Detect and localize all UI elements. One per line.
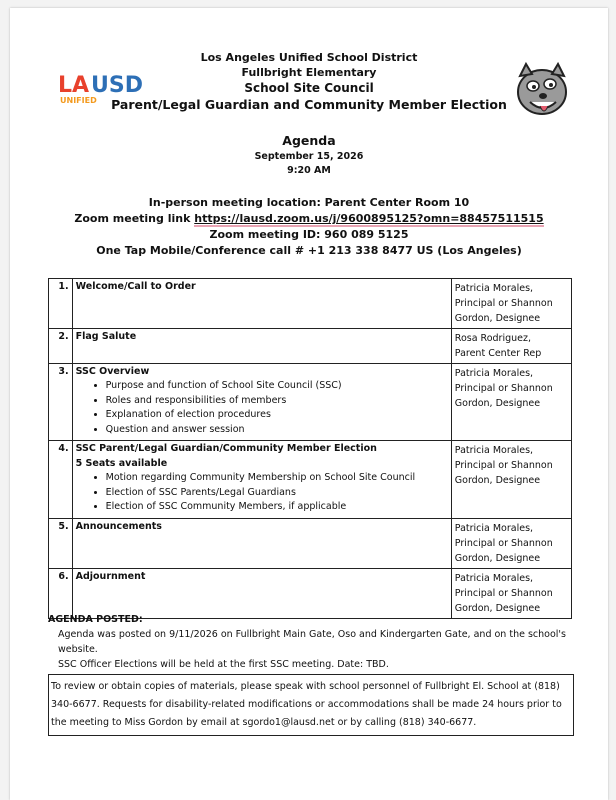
agenda-item-title: Welcome/Call to Order bbox=[75, 281, 196, 292]
district-name: Los Angeles Unified School District bbox=[200, 51, 418, 64]
presenter-line: Rosa Rodriguez, bbox=[454, 333, 532, 344]
agenda-item-title: Flag Salute bbox=[75, 331, 137, 342]
agenda-item-presenter bbox=[451, 518, 571, 568]
agenda-item-number: 5. bbox=[49, 518, 73, 568]
school-name: Fullbright Elementary bbox=[241, 66, 377, 79]
presenter-line: Patricia Morales, bbox=[454, 522, 534, 534]
zoom-link-label: Zoom meeting link bbox=[74, 212, 195, 225]
agenda-row bbox=[49, 279, 572, 329]
agenda-item-title: Adjournment bbox=[75, 570, 146, 582]
svg-text:USD: USD bbox=[91, 73, 143, 98]
presenter-line: Patricia Morales, bbox=[454, 572, 534, 584]
agenda-item-presenter bbox=[451, 441, 571, 519]
presenter-line: Patricia Morales, bbox=[454, 368, 534, 379]
bullet-item: • Question and answer session bbox=[106, 423, 448, 438]
svg-text:UNIFIED: UNIFIED bbox=[60, 96, 97, 105]
agenda-row bbox=[49, 568, 572, 618]
council-name: School Site Council bbox=[244, 81, 374, 95]
presenter-line: Patricia Morales, bbox=[454, 283, 534, 294]
presenter-line: Gordon, Designee bbox=[454, 602, 541, 614]
meeting-location: In-person meeting location: Parent Center Room 10 bbox=[148, 196, 470, 209]
agenda-item-subtitle: 5 Seats available bbox=[75, 458, 168, 469]
presenter-line: Parent Center Rep bbox=[454, 348, 542, 359]
election-title: Parent/Legal Guardian and Community Member Election bbox=[111, 97, 507, 112]
presenter-line: Principal or Shannon bbox=[454, 383, 553, 394]
accommodations-notice: To review or obtain copies of materials, please speak with school personnel of Fullbright El. School at (818) 340-6677. Requests for disability-related modifications or accommodations shall be made 24 hours prior to the meeting to Miss Gordon by email at sgordo1@lausd.net or by calling (818) 340-6677. bbox=[48, 674, 574, 736]
posted-title: AGENDA POSTED: bbox=[48, 614, 143, 625]
agenda-item-cell bbox=[72, 364, 451, 441]
one-tap-mobile: One Tap Mobile/Conference call # +1 213 338 8477 US (Los Angeles) bbox=[96, 244, 522, 257]
agenda-item-bullets bbox=[76, 379, 448, 437]
agenda-item-cell bbox=[72, 279, 451, 329]
svg-text:LA: LA bbox=[58, 73, 90, 98]
agenda-item-presenter bbox=[451, 329, 571, 364]
agenda-item-cell bbox=[72, 568, 451, 618]
agenda-item-number: 2. bbox=[49, 329, 73, 364]
zoom-meeting-id: Zoom meeting ID: 960 089 5125 bbox=[209, 228, 409, 241]
meeting-time: 9:20 AM bbox=[287, 165, 331, 176]
agenda-item-cell bbox=[72, 518, 451, 568]
agenda-row bbox=[49, 441, 572, 519]
agenda-item-title: SSC Overview bbox=[75, 366, 150, 377]
presenter-line: Patricia Morales, bbox=[454, 445, 534, 456]
agenda-item-presenter bbox=[451, 279, 571, 329]
agenda-item-cell bbox=[72, 441, 451, 519]
presenter-line: Principal or Shannon bbox=[454, 298, 553, 309]
presenter-line: Gordon, Designee bbox=[454, 313, 541, 324]
presenter-line: Principal or Shannon bbox=[454, 587, 553, 599]
agenda-item-number: 6. bbox=[49, 568, 73, 618]
agenda-item-bullets bbox=[76, 471, 448, 515]
agenda-item-number: 3. bbox=[49, 364, 73, 441]
meeting-date: September 15, 2026 bbox=[254, 151, 364, 162]
presenter-line: Principal or Shannon bbox=[454, 537, 553, 549]
agenda-item-title: Announcements bbox=[75, 520, 162, 532]
agenda-heading: Agenda bbox=[282, 133, 336, 148]
agenda-row bbox=[49, 329, 572, 364]
bullet-item: • Roles and responsibilities of members bbox=[106, 394, 448, 409]
agenda-item-cell bbox=[72, 329, 451, 364]
document-page bbox=[10, 8, 608, 800]
agenda-item-title: SSC Parent/Legal Guardian/Community Member Election bbox=[75, 443, 377, 454]
agenda-item-number: 1. bbox=[49, 279, 73, 329]
agenda-posted-section bbox=[48, 612, 572, 672]
posted-line-2: SSC Officer Elections will be held at the first SSC meeting. Date: TBD. bbox=[58, 659, 389, 670]
bullet-item: • Election of SSC Community Members, if applicable bbox=[106, 500, 448, 515]
presenter-line: Gordon, Designee bbox=[454, 398, 541, 409]
zoom-link-line bbox=[10, 211, 608, 227]
agenda-item-presenter bbox=[451, 568, 571, 618]
agenda-row bbox=[49, 518, 572, 568]
zoom-link[interactable]: https://lausd.zoom.us/j/9600895125?omn=88457511515 bbox=[194, 212, 544, 225]
presenter-line: Gordon, Designee bbox=[454, 475, 541, 486]
agenda-row bbox=[49, 364, 572, 441]
agenda-table bbox=[48, 278, 572, 619]
agenda-item-presenter bbox=[451, 364, 571, 441]
bullet-item: • Motion regarding Community Membership on School Site Council bbox=[106, 471, 448, 486]
posted-line-1: Agenda was posted on 9/11/2026 on Fullbright Main Gate, Oso and Kindergarten Gate, and on the school's website. bbox=[58, 629, 566, 655]
presenter-line: Principal or Shannon bbox=[454, 460, 553, 471]
bullet-item: • Explanation of election procedures bbox=[106, 408, 448, 423]
agenda-item-number: 4. bbox=[49, 441, 73, 519]
bullet-item: • Election of SSC Parents/Legal Guardians bbox=[106, 486, 448, 501]
presenter-line: Gordon, Designee bbox=[454, 552, 541, 564]
bullet-item: • Purpose and function of School Site Council (SSC) bbox=[106, 379, 448, 394]
